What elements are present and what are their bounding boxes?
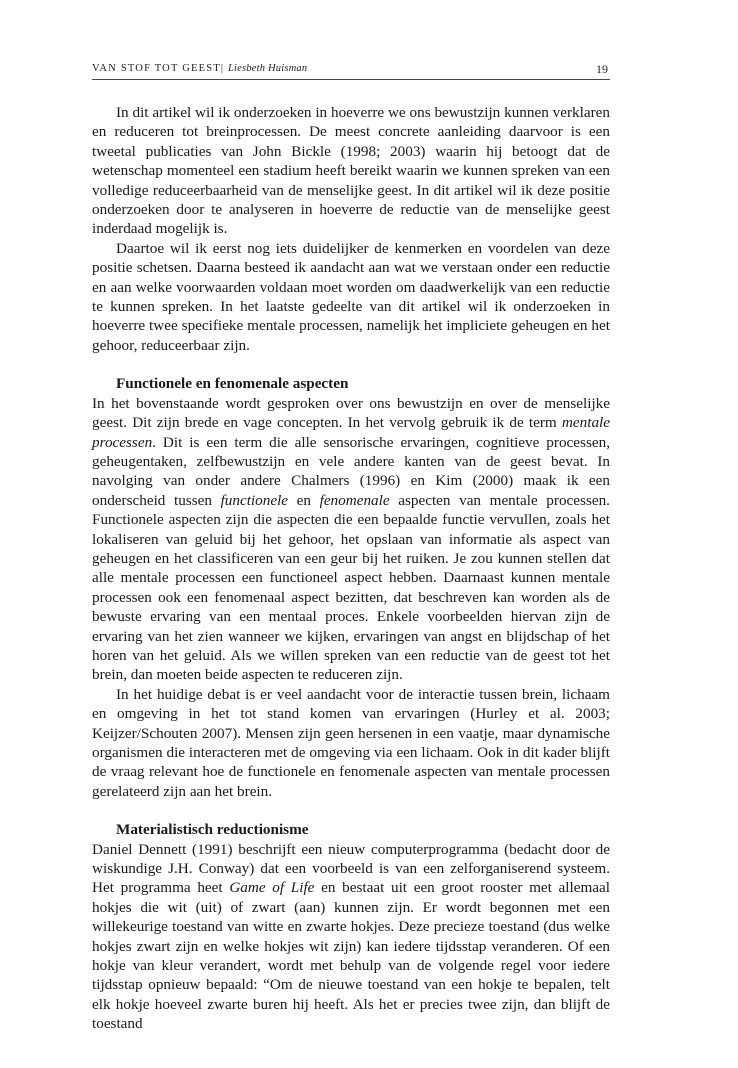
paragraph-game-of-life: Daniel Dennett (1991) beschrijft een nieuw computerprogramma (bedacht door de wiskundige J.H. Conway) dat een voorbeeld is van een zelforganiserend systeem. Het programma heet Game of Life en bestaat uit een groot rooster met allemaal hokjes die wit (uit) of zwart (aan) kunnen zijn. Er wordt begonnen met een willekeurige toestand van witte en zwarte hokjes. Deze precieze toestand (dus welke hokjes zwart zijn en welke hokjes wit zijn) kan iedere tijdsstap veranderen. Of een hokje van kleur verandert, wordt met behulp van de volgende regel voor iedere tijdsstap opnieuw bepaald: “Om de nieuwe toestand van een hokje te bepalen, telt elk hokje hoeveel zwarte buren hij heeft. Als het er precies twee zijn, dan blijft de toestand bbox=[92, 840, 610, 1033]
section-heading-materialism: Materialistisch reductionisme bbox=[116, 821, 309, 839]
section-heading-functional-phenomenal: Functionele en fenomenale aspecten bbox=[116, 375, 349, 393]
term-game-of-life: Game of Life bbox=[229, 879, 315, 897]
paragraph-mental-processes: In het bovenstaande wordt gesproken over ons bewustzijn en over de menselijke geest. Dit zijn brede en vage concepten. In het vervolg gebruik ik de term mentale processen. Dit is een term die alle sensorische ervaringen, cognitieve processen, geheugentaken, zelfbewustzijn en vele andere kanten van de geest bevat. In navolging van onder andere Chalmers (1996) en Kim (2000) maak ik een onderscheid tussen functionele en fenomenale aspecten van mentale processen. Functionele aspecten zijn die aspecten die een bepaalde functie vervullen, zoals het lokaliseren van geluid bij het gehoor, het opslaan van informatie als aspect van geheugen en het classificeren van een geur bij het ruiken. Je zou kunnen stellen dat alle mentale processen een functioneel aspect hebben. Daarnaast kunnen mentale processen ook een fenomenaal aspect bezitten, dat beschreven kan worden als de bewuste ervaring van een mentaal proces. Enkele voorbeelden hiervan zijn de ervaring van het zien wanneer we kijken, ervaringen van angst en blijdschap of het horen van het geluid. Als we willen spreken van een reductie van de geest tot het brein, dan moeten beide aspecten te reduceren zijn. bbox=[92, 394, 610, 684]
term-functionele: functionele bbox=[220, 491, 289, 509]
running-title: VAN STOF TOT GEEST| Liesbeth Huisman bbox=[92, 63, 308, 74]
author-name: Liesbeth Huisman bbox=[228, 63, 308, 74]
paragraph-debate: In het huidige debat is er veel aandacht voor de interactie tussen brein, lichaam en omgeving in het tot stand komen van ervaringen (Hurley et al. 2003; Keijzer/Schouten 2007). Mensen zijn geen hersenen in een vaatje, maar dynamische organismen die interacteren met de omgeving via een lichaam. Ook in dit kader blijft de vraag relevant hoe de functionele en fenomenale aspecten van mentale processen gerelateerd zijn aan het brein. bbox=[92, 685, 610, 800]
term-mentale-processen: mentale processen bbox=[92, 414, 610, 451]
paragraph-outline: Daartoe wil ik eerst nog iets duidelijker de kenmerken en voordelen van deze positie schetsen. Daarna besteed ik aandacht aan wat we verstaan onder een reductie en aan welke voorwaarden voldaan moet worden om daadwerkelijk van een reductie te kunnen spreken. In het laatste gedeelte van dit artikel wil ik onderzoeken in hoeverre twee specifieke mentale processen, namelijk het impliciete geheugen en het gehoor, reduceerbaar zijn. bbox=[92, 239, 610, 354]
page-number: 19 bbox=[596, 62, 608, 76]
paragraph-intro: In dit artikel wil ik onderzoeken in hoeverre we ons bewustzijn kunnen verklaren en reduceren tot breinprocessen. De meest concrete aanleiding daarvoor is een tweetal publicaties van John Bickle (1998; 2003) waarin hij betoogt dat de wetenschap momenteel een stadium heeft bereikt waarin we kunnen spreken van een volledige reduceerbaarheid van de menselijke geest. In dit artikel wil ik deze positie onderzoeken door te analyseren in hoeverre de reductie van de menselijke geest inderdaad mogelijk is. bbox=[92, 104, 610, 238]
term-fenomenale: fenomenale bbox=[319, 491, 390, 509]
article-body bbox=[92, 103, 610, 1034]
running-header bbox=[92, 61, 610, 80]
